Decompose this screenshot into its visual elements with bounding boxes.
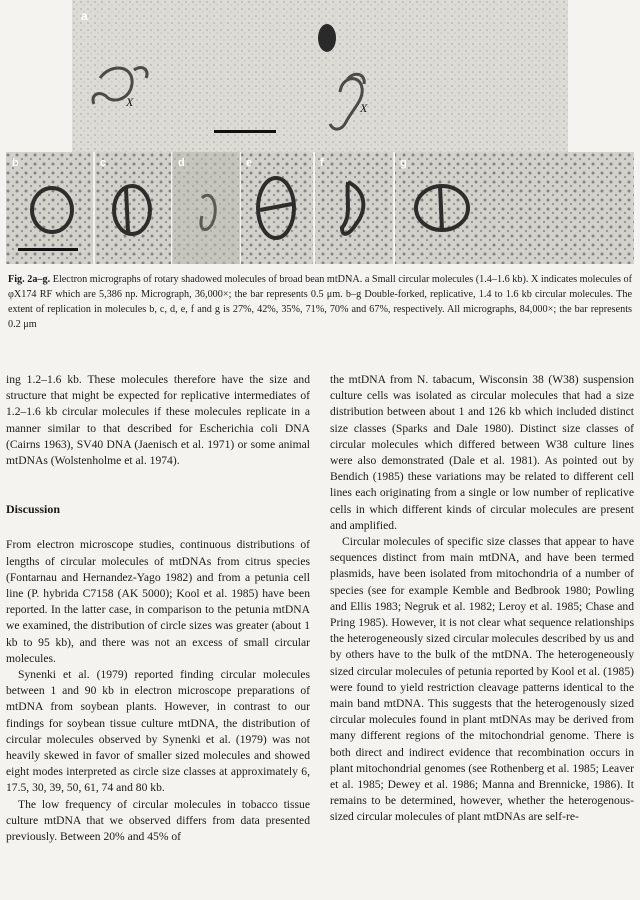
marker-x-right: X: [360, 101, 368, 115]
left-column: [6, 372, 310, 845]
left-paragraph-4: The low frequency of circular molecules in tobacco tissue culture mtDNA that we observed differs from data presented previously. Between 20% and 45% of: [6, 797, 310, 844]
panel-label-c: c: [100, 157, 107, 169]
figure-caption: [8, 272, 632, 332]
left-paragraph-1: ing 1.2–1.6 kb. These molecules therefore have the size and structure that might be expected for replicative intermediates of 1.2–1.6 kb circular molecules if these molecules replicate in a manner similar to that described for Escherichia coli DNA (Cairns 1963), SV40 DNA (Jaenisch et al. 1971) or some animal mtDNAs (Wolstenholme et al. 1974).: [6, 373, 310, 468]
panel-label-g: g: [400, 157, 407, 169]
panel-label-e: e: [246, 157, 253, 169]
left-paragraph-3: Synenki et al. (1979) reported finding circular molecules between 1 and 90 kb in electron microscope preparations of mtDNA from soybean plants. However, in contrast to our findings for soybean tissue culture mtDNA, the distribution of circular molecules observed by Synenki et al. (1979) was not heavily skewed in favor of smaller sized molecules and showed eight modes interpreted as circle size classes at approximately 6, 17.5, 30, 39, 50, 61, 74 and 80 kb.: [6, 668, 310, 795]
panel-label-b: b: [12, 157, 19, 169]
micrograph-panel-a: [72, 0, 568, 152]
right-column: [330, 372, 634, 826]
micrograph-a-image: [72, 0, 568, 152]
marker-x-left: X: [126, 95, 134, 109]
caption-lead: Fig. 2a–g.: [8, 274, 51, 285]
section-heading-discussion: Discussion: [6, 502, 61, 517]
left-paragraph-2: From electron microscope studies, continuous distributions of lengths of circular molecules of mtDNAs from citrus species (Fontarnau and Hernandez-Yago 1982) and from a petunia cell line (P. hybrida C7158 (AK 5000); Kool et al. 1985) have been reported. In the latter case, in comparison to the petunia mtDNA we examined, the distribution of circle sizes was greater (about 1 kb to 95 kb), and there was not an excess of small circular molecules.: [6, 538, 310, 665]
micrograph-b-g-image: [6, 152, 634, 264]
panel-label-a: a: [81, 9, 88, 23]
panel-label-d: d: [178, 157, 185, 169]
right-paragraph-2: Circular molecules of specific size classes that appear to have sequences distinct from main mtDNA, and have been termed plasmids, have been isolated from mitochondria of a number of species (see for example Kemble and Bedbrook 1980; Powling and Ellis 1983; Negruk et al. 1982; Leroy et al. 1985; Chase and Pring 1985). However, it is not clear what sequence relationships the heterogeneously sized circular molecules described by us and by others have to the bulk of the mtDNA. The heterogeneously sized circular molecules of petunia reported by Kool et al. (1985) were found to yield restriction cleavage patterns identical to the main band mtDNA. This suggests that the heterogenously sized circular molecules found in plant mtDNAs may be derived from many different regions of the mitochondrial genome. There is both direct and indirect evidence that recombination occurs in plant mitochondrial genomes (see Rothenberg et al. 1985; Leaver et al. 1985; Dewey et al. 1986; Manna and Brennicke, 1986). It remains to be determined, however, whether the heterogenous-sized circular molecules of plant mtDNAs are self-re-: [330, 535, 634, 824]
caption-text: Electron micrographs of rotary shadowed molecules of broad bean mtDNA. a Small circular molecules (1.4–1.6 kb). X indicates molecules of φX174 RF which are 5,386 np. Micrograph, 36,000×; the bar represents 0.5 μm. b–g Double-forked, replicative, 1.4 to 1.6 kb circular molecules. The extent of replication in molecules b, c, d, e, f and g is 27%, 42%, 35%, 71%, 70% and 67%, respectively. All micrographs, 84,000×; the bar represents 0.2 μm: [8, 274, 632, 330]
panel-label-f: f: [320, 157, 324, 169]
right-paragraph-1: the mtDNA from N. tabacum, Wisconsin 38 (W38) suspension culture cells was isolated as circular molecules that had a size distribution between about 1 and 126 kb which included distinct size classes (Sparks and Dale 1980). Distinct size classes of circular molecules which differed between W38 culture lines were also demonstrated (Dale et al. 1981). As pointed out by Bendich (1985) these variations may be related to different cell lines each originating from a single or low number of replicative cells in which different kinds of circular molecules are present and amplified.: [330, 373, 634, 532]
micrograph-panels-b-g: [6, 152, 634, 264]
